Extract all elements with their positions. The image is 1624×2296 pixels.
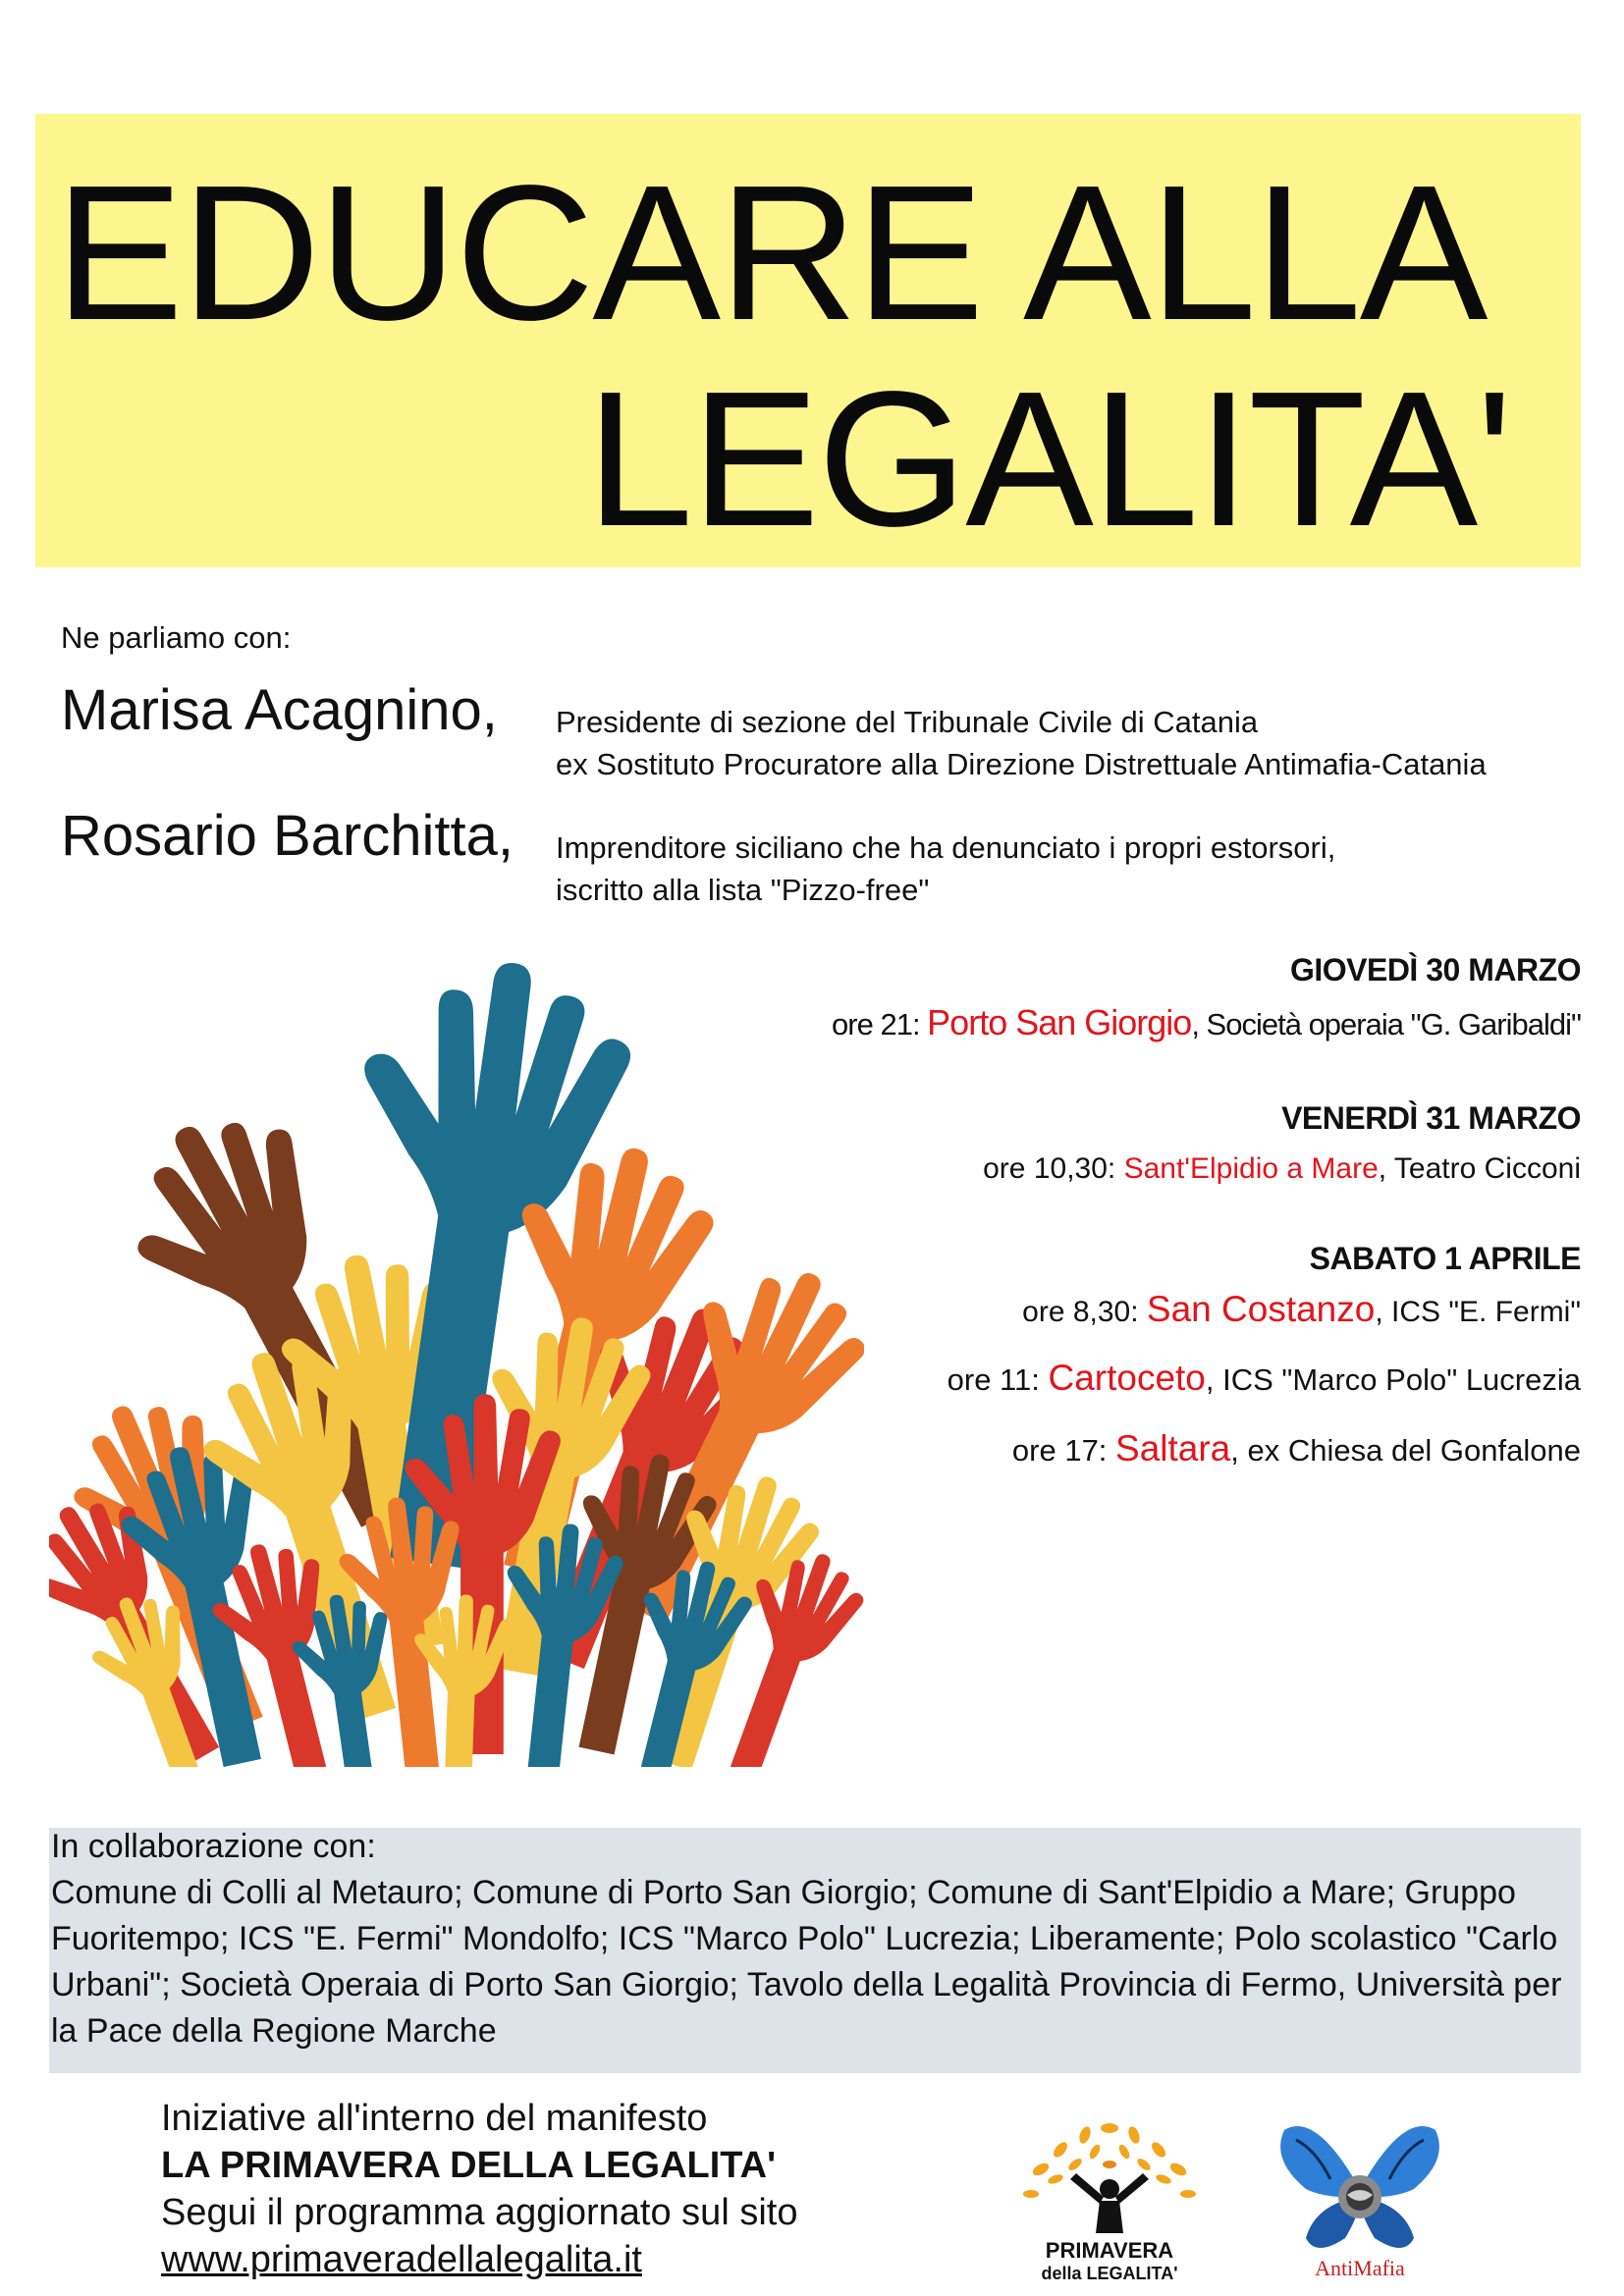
slot-time: ore 10,30: xyxy=(983,1152,1124,1185)
slot-place: San Costanzo xyxy=(1146,1289,1376,1329)
hands-group xyxy=(49,962,864,1767)
footer-line-1: Iniziative all'interno del manifesto xyxy=(161,2098,708,2139)
raised-hands-illustration xyxy=(49,962,864,1767)
slot-time: ore 11: xyxy=(947,1362,1049,1397)
speaker-desc-1-line-1: Presidente di sezione del Tribunale Civile di Catania xyxy=(556,705,1259,739)
primavera-logo-line-1: PRIMAVERA xyxy=(1045,2238,1174,2263)
slot-time: ore 21: xyxy=(832,1007,928,1041)
speaker-desc-1 xyxy=(556,701,1487,785)
event-day-label: VENERDÌ 31 MARZO xyxy=(1281,1100,1581,1136)
collaboration-text xyxy=(51,1824,1575,2055)
speaker-name-1: Marisa Acagnino, xyxy=(61,678,498,742)
speaker-desc-2 xyxy=(556,827,1335,911)
slot-time: ore 17: xyxy=(1011,1433,1116,1468)
antimafia-butterfly-logo xyxy=(1276,2110,1443,2287)
footer-text xyxy=(161,2095,797,2283)
slot-place: Sant'Elpidio a Mare xyxy=(1123,1152,1379,1185)
speaker-desc-2-line-1: Imprenditore siciliano che ha denunciato i propri estorsori, xyxy=(556,830,1336,865)
speaker-desc-2-line-2: iscritto alla lista "Pizzo-free" xyxy=(556,873,930,907)
event-day-label: GIOVEDÌ 30 MARZO xyxy=(1289,952,1581,988)
antimafia-logo-text: AntiMafia xyxy=(1315,2256,1405,2280)
slot-venue: , Teatro Cicconi xyxy=(1378,1152,1581,1185)
footer-line-2: LA PRIMAVERA DELLA LEGALITA' xyxy=(161,2145,777,2186)
slot-venue: , ICS "Marco Polo" Lucrezia xyxy=(1205,1362,1581,1397)
collaboration-heading: In collaborazione con: xyxy=(51,1828,376,1865)
footer-line-3: Segui il programma aggiornato sul sito xyxy=(161,2192,798,2233)
primavera-logo xyxy=(1001,2110,1218,2287)
slot-place: Saltara xyxy=(1115,1428,1231,1468)
title-line-2: LEGALITA' xyxy=(586,351,1511,566)
slot-time: ore 8,30: xyxy=(1022,1296,1147,1328)
slot-venue: , ICS "E. Fermi" xyxy=(1375,1296,1581,1328)
primavera-logo-line-2: della LEGALITA' xyxy=(1041,2264,1178,2283)
intro-text: Ne parliamo con: xyxy=(61,620,292,655)
speaker-name-2: Rosario Barchitta, xyxy=(61,804,514,868)
slot-venue: , Società operaia "G. Garibaldi" xyxy=(1191,1007,1581,1041)
slot-place: Porto San Giorgio xyxy=(927,1002,1192,1042)
collaboration-list: Comune di Colli al Metauro; Comune di Porto San Giorgio; Comune di Sant'Elpidio a Mare; Gruppo Fuoritempo; ICS "E. Fermi" Mondolfo; ICS "Marco Polo" Lucrezia; Liberamente; Polo scolastico "Carlo Urbani"; Società Operaia di Porto San Giorgio; Tavolo della Legalità Provincia di Fermo, Università per la Pace della Regione Marche xyxy=(51,1874,1562,2050)
website-link[interactable]: www.primaveradellalegalita.it xyxy=(161,2239,642,2280)
event-day-label: SABATO 1 APRILE xyxy=(1309,1241,1581,1276)
slot-venue: , ex Chiesa del Gonfalone xyxy=(1230,1433,1581,1468)
speaker-desc-1-line-2: ex Sostituto Procuratore alla Direzione Distrettuale Antimafia-Catania xyxy=(556,747,1487,781)
slot-place: Cartoceto xyxy=(1048,1358,1206,1398)
title-line-1: EDUCARE ALLA xyxy=(55,145,1487,360)
